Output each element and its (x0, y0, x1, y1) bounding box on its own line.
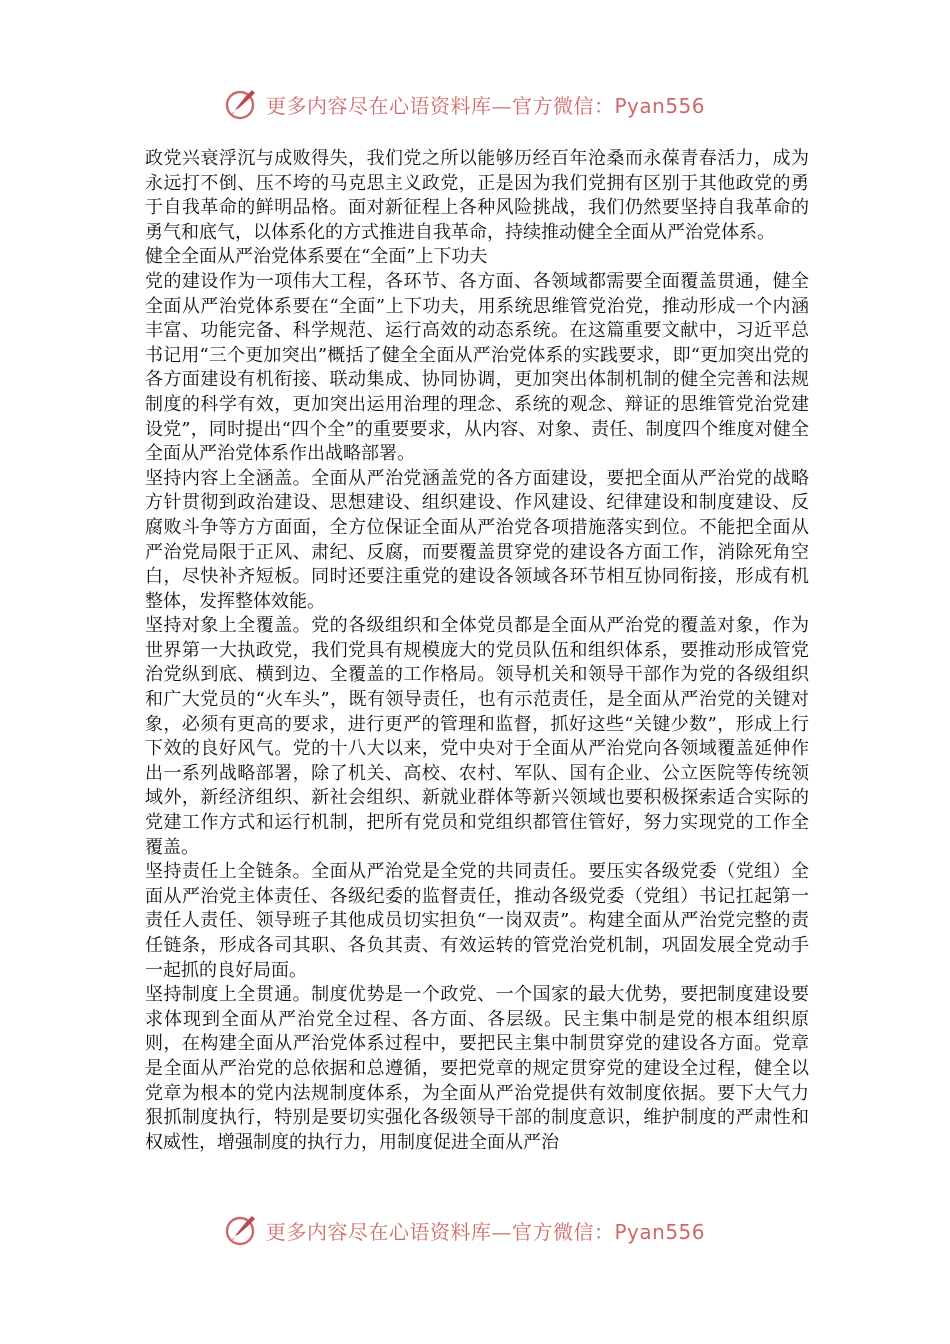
watermark-id: Pyan556 (614, 1219, 706, 1244)
section-heading: 健全全面从严治党体系要在“全面”上下功夫 (145, 246, 488, 268)
watermark-dash: — (491, 93, 512, 118)
watermark-text (266, 90, 705, 119)
paragraph-responsibility-chain: 坚持责任上全链条。全面从严治党是全党的共同责任。要压实各级党委（党组）全面从严治党主体责任、各级纪委的监督责任，推动各级党委（党组）书记扛起第一责任人责任、领导班子其他成员切实担负“一岗双责”。构建全面从严治党完整的责任链条，形成各司其职、各负其责、有效运转的管党治党机制，巩固发展全党动手一起抓的良好局面。 (145, 861, 809, 981)
watermark-text (266, 1216, 705, 1245)
watermark-main: 更多内容尽在心语资料库 (266, 93, 492, 118)
watermark-main: 更多内容尽在心语资料库 (266, 1219, 492, 1244)
paragraph: 党的建设作为一项伟大工程，各环节、各方面、各领域都需要全面覆盖贯通，健全全面从严治党体系要在“全面”上下功夫，用系统思维管党治党，推动形成一个内涵丰富、功能完备、科学规范、运行高效的动态系统。在这篇重要文献中，习近平总书记用“三个更加突出”概括了健全全面从严治党体系的实践要求，即“更加突出党的各方面建设有机衔接、联动集成、协同协调，更加突出体制机制的健全完善和法规制度的科学有效，更加突出运用治理的理念、系统的观念、辩证的思维管党治党建设党”，同时提出“四个全”的重要要求，从内容、对象、责任、制度四个维度对健全全面从严治党体系作出战略部署。 (145, 270, 809, 465)
header-watermark (224, 84, 744, 124)
paragraph-object-coverage: 坚持对象上全覆盖。党的各级组织和全体党员都是全面从严治党的覆盖对象，作为世界第一大执政党，我们党具有规模庞大的党员队伍和组织体系，要推动形成管党治党纵到底、横到边、全覆盖的工作格局。领导机关和领导干部作为党的各级组织和广大党员的“火车头”，既有领导责任，也有示范责任，是全面从严治党的关键对象，必须有更高的要求，进行更严的管理和监督，抓好这些“关键少数”，形成上行下效的良好风气。党的十八大以来，党中央对于全面从严治党向各领域覆盖延伸作出一系列战略部署，除了机关、高校、农村、军队、国有企业、公立医院等传统领域外，新经济组织、新社会组织、新就业群体等新兴领域也要积极探索适合实际的党建工作方式和运行机制，把所有党员和党组织都管住管好，努力实现党的工作全覆盖。 (145, 615, 809, 858)
watermark-id: Pyan556 (614, 93, 706, 118)
pen-logo-icon (224, 1212, 260, 1248)
watermark-label: 官方微信： (512, 93, 615, 118)
paragraph-content-coverage: 坚持内容上全涵盖。全面从严治党涵盖党的各方面建设，要把全面从严治党的战略方针贯彻到政治建设、思想建设、组织建设、作风建设、纪律建设和制度建设、反腐败斗争等方方面面，全方位保证全面从严治党各项措施落实到位。不能把全面从严治党局限于正风、肃纪、反腐，而要覆盖贯穿党的建设各方面工作，消除死角空白，尽快补齐短板。同时还要注重党的建设各领域各环节相互协同衔接，形成有机整体，发挥整体效能。 (145, 467, 809, 612)
pen-logo-icon (224, 86, 260, 122)
watermark-dash: — (491, 1219, 512, 1244)
watermark-label: 官方微信： (512, 1219, 615, 1244)
article-body (145, 147, 809, 1155)
paragraph-system-coverage: 坚持制度上全贯通。制度优势是一个政党、一个国家的最大优势，要把制度建设要求体现到全面从严治党全过程、各方面、各层级。民主集中制是党的根本组织原则，在构建全面从严治党体系过程中，要把民主集中制贯穿党的建设各方面。党章是全面从严治党的总依据和总遵循，要把党章的规定贯穿党的建设全过程，健全以党章为根本的党内法规制度体系，为全面从严治党提供有效制度依据。要下大气力狠抓制度执行，特别是要切实强化各级领导干部的制度意识，维护制度的严肃性和权威性，增强制度的执行力，用制度促进全面从严治 (145, 984, 809, 1153)
paragraph-intro: 政党兴衰浮沉与成败得失，我们党之所以能够历经百年沧桑而永葆青春活力，成为永远打不倒、压不垮的马克思主义政党，正是因为我们党拥有区别于其他政党的勇于自我革命的鲜明品格。面对新征程上各种风险挑战，我们仍然要坚持自我革命的勇气和底气，以体系化的方式推进自我革命，持续推动健全全面从严治党体系。 (145, 148, 809, 243)
footer-watermark (224, 1210, 744, 1250)
